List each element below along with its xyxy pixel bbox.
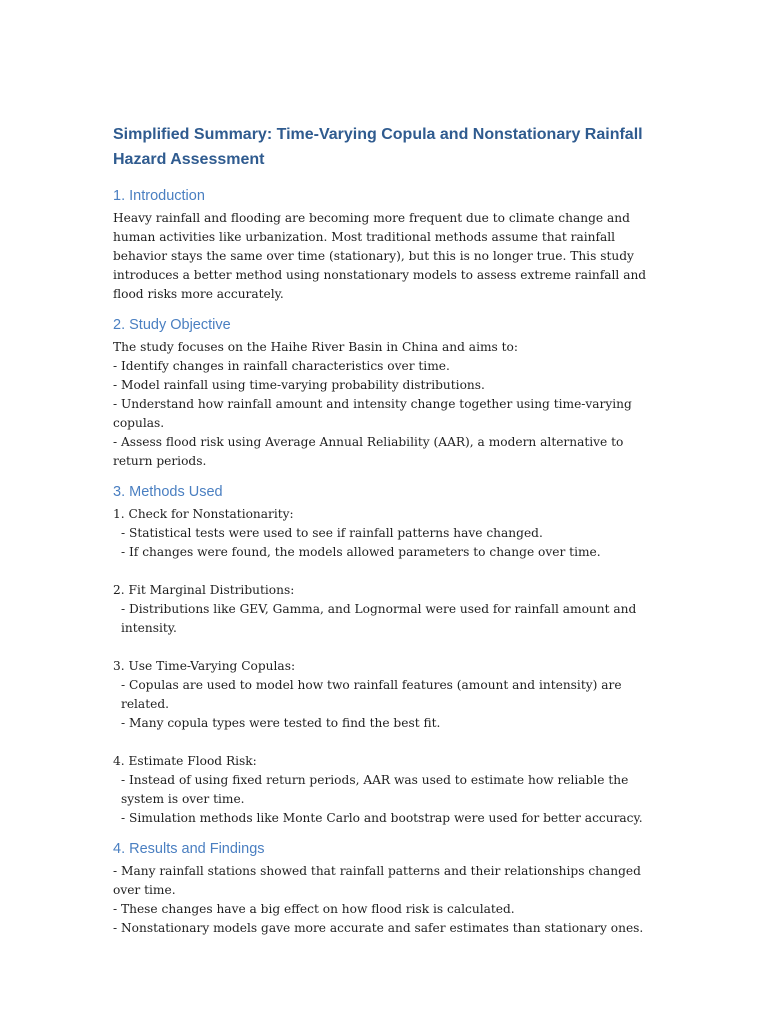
blank-line <box>113 733 653 752</box>
section-heading: 1. Introduction <box>113 188 205 204</box>
list-item: - Model rainfall using time-varying probability distributions. <box>113 378 485 392</box>
objective-body <box>113 338 653 471</box>
section-heading: 4. Results and Findings <box>113 841 265 857</box>
method-step-title: 4. Estimate Flood Risk: <box>113 754 257 768</box>
list-item: - Identify changes in rainfall characteristics over time. <box>113 359 450 373</box>
list-item: - Statistical tests were used to see if rainfall patterns have changed. <box>121 526 543 540</box>
paragraph: Heavy rainfall and flooding are becoming more frequent due to climate change and human activities like urbanization. Most traditional methods assume that rainfall behavior stays the same over time (stationary), but this is no longer true. This study introduces a better method using nonstationary models to assess extreme rainfall and flood risks more accurately. <box>113 211 647 301</box>
objective-lead: The study focuses on the Haihe River Basin in China and aims to: <box>113 340 519 354</box>
blank-line <box>113 562 653 581</box>
list-item: - Simulation methods like Monte Carlo and bootstrap were used for better accuracy. <box>121 811 643 825</box>
list-item: - If changes were found, the models allowed parameters to change over time. <box>121 545 601 559</box>
list-item: - Understand how rainfall amount and intensity change together using time-varying copulas. <box>113 397 636 430</box>
method-step-title: 3. Use Time-Varying Copulas: <box>113 659 296 673</box>
document-page <box>113 122 653 949</box>
method-step-title: 1. Check for Nonstationarity: <box>113 507 294 521</box>
list-item: - These changes have a big effect on how flood risk is calculated. <box>113 902 515 916</box>
document-title: Simplified Summary: Time-Varying Copula and Nonstationary Rainfall Hazard Assessment <box>113 126 643 168</box>
list-item: - Copulas are used to model how two rainfall features (amount and intensity) are related. <box>121 678 626 711</box>
method-step-title: 2. Fit Marginal Distributions: <box>113 583 295 597</box>
section-introduction <box>113 186 653 304</box>
section-study-objective <box>113 315 653 471</box>
section-methods <box>113 482 653 828</box>
list-item: - Many copula types were tested to find the best fit. <box>121 716 441 730</box>
list-item: - Instead of using fixed return periods, AAR was used to estimate how reliable the system is over time. <box>121 773 633 806</box>
list-item: - Many rainfall stations showed that rainfall patterns and their relationships changed over time. <box>113 864 645 897</box>
results-body <box>113 862 653 938</box>
methods-body <box>113 505 653 828</box>
section-results <box>113 839 653 938</box>
section-heading: 2. Study Objective <box>113 317 231 333</box>
list-item: - Nonstationary models gave more accurate and safer estimates than stationary ones. <box>113 921 644 935</box>
blank-line <box>113 638 653 657</box>
section-heading: 3. Methods Used <box>113 484 223 500</box>
list-item: - Distributions like GEV, Gamma, and Lognormal were used for rainfall amount and intensity. <box>121 602 641 635</box>
list-item: - Assess flood risk using Average Annual Reliability (AAR), a modern alternative to return periods. <box>113 435 628 468</box>
